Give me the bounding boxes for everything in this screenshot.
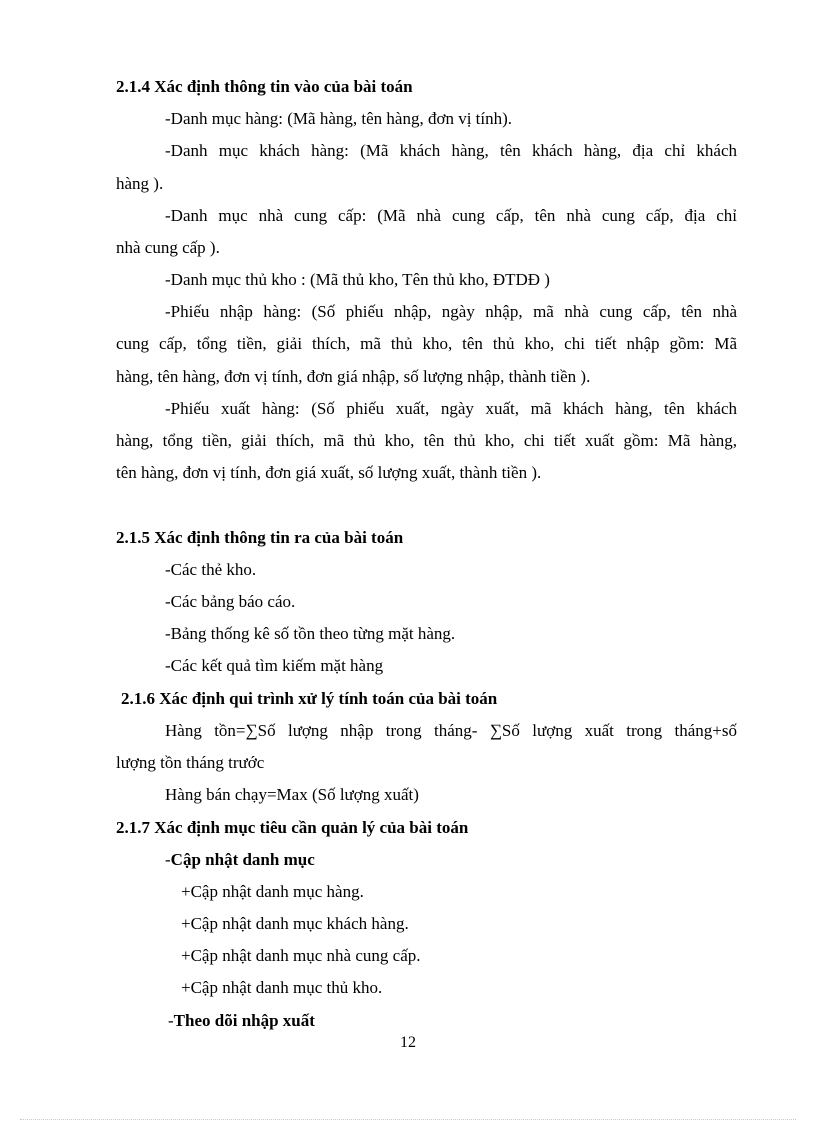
section-heading-2-1-7: 2.1.7 Xác định mục tiêu cần quản lý của bài toán	[116, 818, 469, 837]
list-item: -Các thẻ kho.	[165, 560, 257, 579]
paragraph-line: nhà cung cấp ).	[116, 238, 220, 257]
list-item: -Các kết quả tìm kiếm mặt hàng	[165, 656, 384, 675]
paragraph-line: -Danh mục thủ kho : (Mã thủ kho, Tên thủ kho, ĐTDĐ )	[165, 270, 550, 289]
dash: -	[165, 850, 171, 869]
paragraph-line: hàng ).	[116, 174, 164, 193]
subheading-update-catalog	[165, 850, 315, 870]
list-item: +Cập nhật danh mục nhà cung cấp.	[181, 946, 421, 965]
formula-line: lượng tồn tháng trước	[116, 753, 265, 772]
subheading-text: Theo dõi nhập xuất	[173, 1011, 315, 1030]
subheading-track-import-export	[168, 1011, 315, 1031]
page-divider	[20, 1119, 796, 1120]
dash: -	[168, 1011, 174, 1030]
page-number: 12	[400, 1034, 416, 1051]
section-heading-2-1-5: 2.1.5 Xác định thông tin ra của bài toán	[116, 528, 404, 547]
list-item: +Cập nhật danh mục hàng.	[181, 882, 364, 901]
list-item: +Cập nhật danh mục thủ kho.	[181, 978, 383, 997]
paragraph-line: -Phiếu xuất hàng: (Số phiếu xuất, ngày xuất, mã khách hàng, tên khách	[165, 399, 737, 418]
section-heading-2-1-4: 2.1.4 Xác định thông tin vào của bài toán	[116, 77, 413, 96]
subheading-text: Cập nhật danh mục	[170, 850, 315, 869]
paragraph-line: -Danh mục hàng: (Mã hàng, tên hàng, đơn vị tính).	[165, 109, 513, 128]
formula-line: Hàng bán chạy=Max (Số lượng xuất)	[165, 785, 419, 804]
paragraph-line: tên hàng, đơn vị tính, đơn giá xuất, số lượng xuất, thành tiền ).	[116, 463, 542, 482]
list-item: -Bảng thống kê số tồn theo từng mặt hàng.	[165, 624, 456, 643]
list-item: -Các bảng báo cáo.	[165, 592, 296, 611]
list-item: +Cập nhật danh mục khách hàng.	[181, 914, 409, 933]
section-heading-2-1-6: 2.1.6 Xác định qui trình xử lý tính toán của bài toán	[121, 689, 498, 708]
paragraph-line: -Phiếu nhập hàng: (Số phiếu nhập, ngày nhập, mã nhà cung cấp, tên nhà	[165, 302, 737, 321]
paragraph-line: hàng, tổng tiền, giải thích, mã thủ kho, tên thủ kho, chi tiết xuất gồm: Mã hàng,	[116, 431, 737, 450]
paragraph-line: cung cấp, tổng tiền, giải thích, mã thủ kho, tên thủ kho, chi tiết nhập gồm: Mã	[116, 334, 737, 353]
paragraph-line: -Danh mục nhà cung cấp: (Mã nhà cung cấp, tên nhà cung cấp, địa chỉ	[165, 206, 737, 225]
paragraph-line: -Danh mục khách hàng: (Mã khách hàng, tên khách hàng, địa chỉ khách	[165, 141, 737, 160]
formula-line: Hàng tồn=∑Số lượng nhập trong tháng- ∑Số lượng xuất trong tháng+số	[165, 721, 737, 740]
paragraph-line: hàng, tên hàng, đơn vị tính, đơn giá nhập, số lượng nhập, thành tiền ).	[116, 367, 591, 386]
